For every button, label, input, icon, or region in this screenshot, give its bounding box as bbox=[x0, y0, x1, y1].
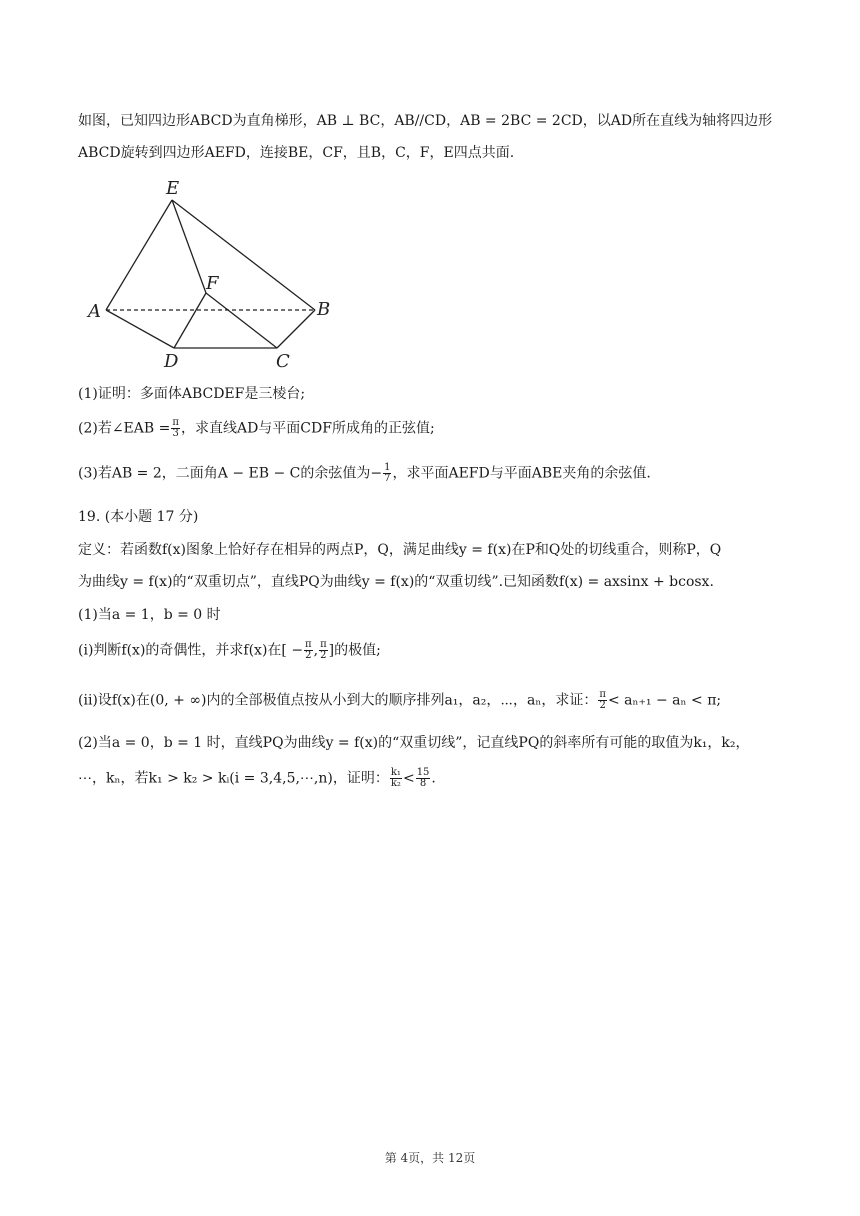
q18-part-3 bbox=[78, 463, 651, 484]
q19-p2-lt: < bbox=[402, 770, 415, 787]
fraction-k1-k2: $\frac{\text{k₁}}{\text{k₂}}$ bbox=[390, 767, 401, 789]
label-B: B bbox=[317, 299, 331, 320]
fraction-pi-2-a: $\frac{\pi}{2}$ bbox=[305, 639, 312, 661]
q18-p2-text-b: ，求直线AD与平面CDF所成角的正弦值; bbox=[180, 420, 435, 437]
q19-i-text-a: (i)判断f(x)的奇偶性，并求f(x)在[ − bbox=[78, 642, 304, 659]
edge-FC bbox=[206, 293, 277, 348]
label-F: F bbox=[206, 273, 219, 294]
fraction-pi-3: $\frac{\pi}{3}$ bbox=[172, 417, 179, 439]
fraction-1-7: $\frac{1}{7}$ bbox=[384, 462, 391, 484]
q19-i-text-b: ]的极值; bbox=[328, 642, 381, 659]
label-E: E bbox=[166, 178, 180, 199]
geometry-figure bbox=[80, 172, 340, 372]
intro-line-1: 如图，已知四边形ABCD为直角梯形，AB ⊥ BC，AB//CD，AB = 2BC = 2CD，以AD所在直线为轴将四边形 bbox=[78, 113, 773, 129]
q19-definition-2: 为曲线y = f(x)的“双重切点”，直线PQ为曲线y = f(x)的“双重切线”.已知函数f(x) = axsinx + bcosx. bbox=[78, 574, 714, 590]
intro-line-2: ABCD旋转到四边形AEFD，连接BE，CF，且B，C，F，E四点共面. bbox=[78, 145, 515, 161]
q18-part-2 bbox=[78, 418, 435, 439]
q19-i-comma: , bbox=[313, 642, 319, 659]
q19-part-2-line-2 bbox=[78, 768, 436, 789]
q19-p2-text-a: ⋯，kₙ，若k₁ > k₂ > kᵢ(i = 3,4,5,⋯,n)，证明： bbox=[78, 770, 389, 787]
q19-p2-period: . bbox=[431, 770, 436, 787]
edge-FD bbox=[174, 293, 206, 348]
q18-part-1: (1)证明：多面体ABCDEF是三棱台; bbox=[78, 386, 306, 402]
edge-EF bbox=[172, 200, 206, 293]
label-C: C bbox=[276, 351, 290, 372]
q18-p3-text-a: (3)若AB = 2，二面角A − EB − C的余弦值为− bbox=[78, 465, 383, 482]
fraction-pi-2-b: $\frac{\pi}{2}$ bbox=[320, 639, 327, 661]
q19-part-1-ii bbox=[78, 690, 721, 711]
q19-part-1: (1)当a = 1，b = 0 时 bbox=[78, 607, 221, 623]
q18-p3-text-b: ，求平面AEFD与平面ABE夹角的余弦值. bbox=[392, 465, 651, 482]
q19-ii-text-b: < aₙ₊₁ − aₙ < π; bbox=[607, 692, 722, 709]
edge-AE bbox=[106, 200, 172, 310]
q19-part-1-i bbox=[78, 640, 381, 661]
edge-AD bbox=[106, 310, 174, 348]
q19-ii-text-a: (ii)设f(x)在(0, + ∞)内的全部极值点按从小到大的顺序排列a₁，a₂，⋯，aₙ，求证： bbox=[78, 692, 598, 709]
q19-header: 19. (本小题 17 分) bbox=[78, 509, 199, 525]
q19-definition-1: 定义：若函数f(x)图象上恰好存在相异的两点P，Q，满足曲线y = f(x)在P和Q处的切线重合，则称P，Q bbox=[78, 542, 722, 558]
label-D: D bbox=[164, 351, 179, 372]
fraction-pi-2-c: $\frac{\pi}{2}$ bbox=[599, 689, 606, 711]
q19-part-2-line-1: (2)当a = 0，b = 1 时，直线PQ为曲线y = f(x)的“双重切线”，记直线PQ的斜率所有可能的取值为k₁，k₂， bbox=[78, 735, 750, 751]
edge-EB bbox=[172, 200, 315, 310]
q18-p2-text-a: (2)若∠EAB = bbox=[78, 420, 171, 437]
edge-CB bbox=[277, 310, 315, 348]
page-footer: 第 4页，共 12页 bbox=[384, 1151, 476, 1165]
fraction-15-8: $\frac{15}{8}$ bbox=[416, 767, 430, 789]
label-A: A bbox=[88, 301, 101, 322]
